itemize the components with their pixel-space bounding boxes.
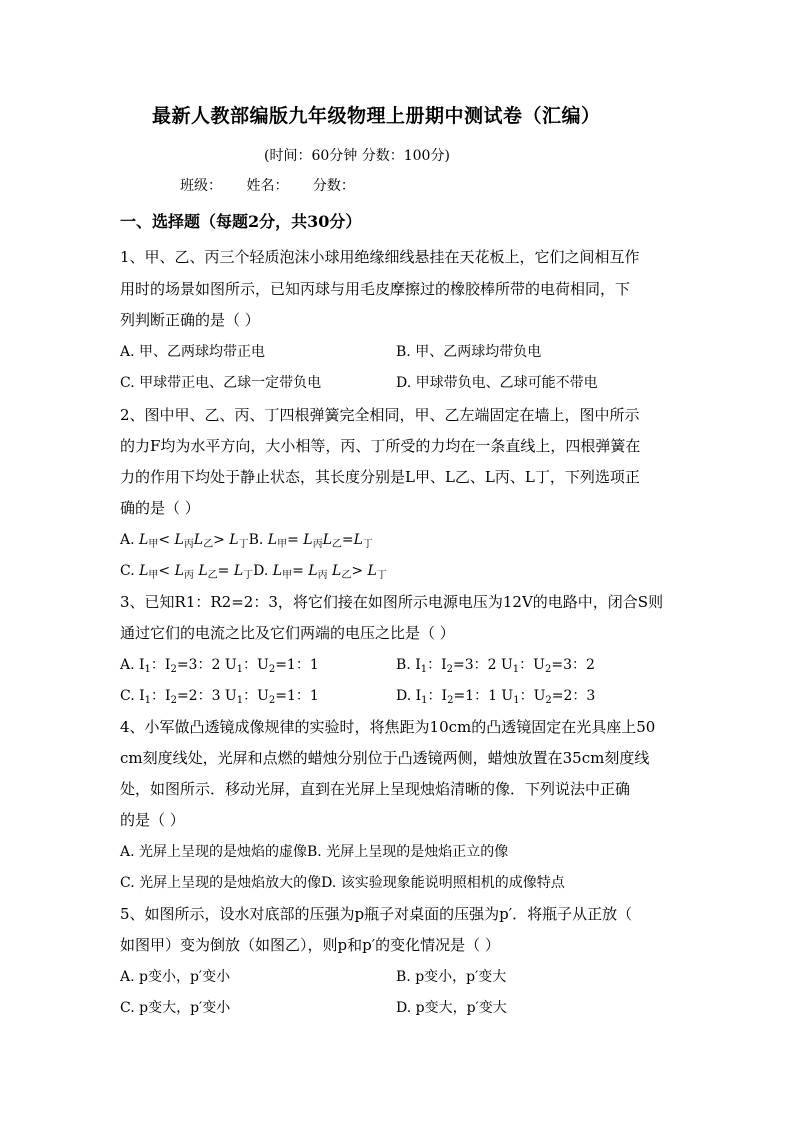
question-5-option-a: A. p变小，p′变小 [120,969,231,985]
question-3-option-c: C. $I_1$：$I_2=2$：3 $U_1$：$U_2=1$：1 [120,688,319,706]
question-4-line-4: 的是（ ） [120,811,185,829]
score-label: 分数： [312,178,355,194]
name-label: 姓名： [246,178,289,194]
question-2-line-1: 2、图中甲、乙、丙、丁四根弹簧完全相同，甲、乙左端固定在墙上，图中所示 [120,406,640,424]
question-5-option-d: D. p变大，p′变大 [396,1000,507,1016]
question-4-line-3: 处，如图所示．移动光屏，直到在光屏上呈现烛焰清晰的像．下列说法中正确 [120,780,631,798]
question-3-line-1: 3、已知R1：R2=2：3，将它们接在如图所示电源电压为12V的电路中，闭合S则 [120,593,664,611]
class-label: 班级： [180,178,222,194]
question-1-option-d: D. 甲球带负电、乙球可能不带电 [396,375,598,391]
page-title: 最新人教部编版九年级物理上册期中测试卷（汇编） [152,105,601,127]
question-2-line-2: 的力F均为水平方向，大小相等，丙、丁所受的力均在一条直线上，四根弹簧在 [120,437,641,455]
question-1-line-1: 1、甲、乙、丙三个轻质泡沫小球用绝缘细线悬挂在天花板上，它们之间相互作 [120,248,640,266]
question-5-option-c: C. p变大，p′变小 [120,1000,231,1016]
question-1-option-c: C. 甲球带正电、乙球一定带负电 [120,375,322,391]
question-5-line-1: 5、如图所示，设水对底部的压强为p瓶子对桌面的压强为p′．将瓶子从正放（ [120,905,633,923]
question-5-line-2: 如图甲）变为倒放（如图乙），则p和p′的变化情况是（ ） [120,936,500,954]
section-heading: 一、选择题（每题2分，共30分） [120,212,362,231]
question-1-option-a: A. 甲、乙两球均带正电 [120,344,266,360]
question-3-line-2: 通过它们的电流之比及它们两端的电压之比是（ ） [120,624,455,642]
question-3-option-d: D. $I_1$：$I_2=1$：1 $U_1$：$U_2=2$：3 [396,688,596,706]
question-2-options-ab: A. $L_甲< L_丙L_乙> L_丁B$. $L_甲= L_丙L_乙=L_丁$ [120,532,373,550]
question-1-line-2: 用时的场景如图所示，已知丙球与用毛皮摩擦过的橡胶棒所带的电荷相同，下 [120,280,631,298]
question-2-options-cd: C. $L_甲< L_丙$ $L_乙= L_丁D$. $L_甲= L_丙$ $L_乙> L_丁$ [120,563,387,581]
question-3-option-a: A. $I_1$：$I_2=3$：2 $U_1$：$U_2=1$：1 [120,657,319,675]
question-5-option-b: B. p变小，p′变大 [396,969,507,985]
question-4-line-1: 4、小军做凸透镜成像规律的实验时，将焦距为10cm的凸透镜固定在光具座上50 [120,718,656,736]
student-info [180,176,375,196]
exam-meta: (时间：60分钟 分数：100分) [264,148,450,164]
question-3-option-b: B. $I_1$：$I_2=3$：2 $U_1$：$U_2=3$：2 [396,657,595,675]
question-2-line-4: 确的是（ ） [120,499,200,517]
question-1-option-b: B. 甲、乙两球均带负电 [396,344,542,360]
question-1-line-3: 列判断正确的是（ ） [120,311,260,329]
question-4-options-cd: C. 光屏上呈现的是烛焰放大的像D. 该实验现象能说明照相机的成像特点 [120,875,565,891]
question-2-line-3: 力的作用下均处于静止状态，其长度分别是L甲、L乙、L丙、L丁，下列选项正 [120,468,640,486]
question-4-line-2: cm刻度线处，光屏和点燃的蜡烛分别位于凸透镜两侧，蜡烛放置在35cm刻度线 [120,749,650,767]
question-4-options-ab: A. 光屏上呈现的是烛焰的虚像B. 光屏上呈现的是烛焰正立的像 [120,844,509,860]
